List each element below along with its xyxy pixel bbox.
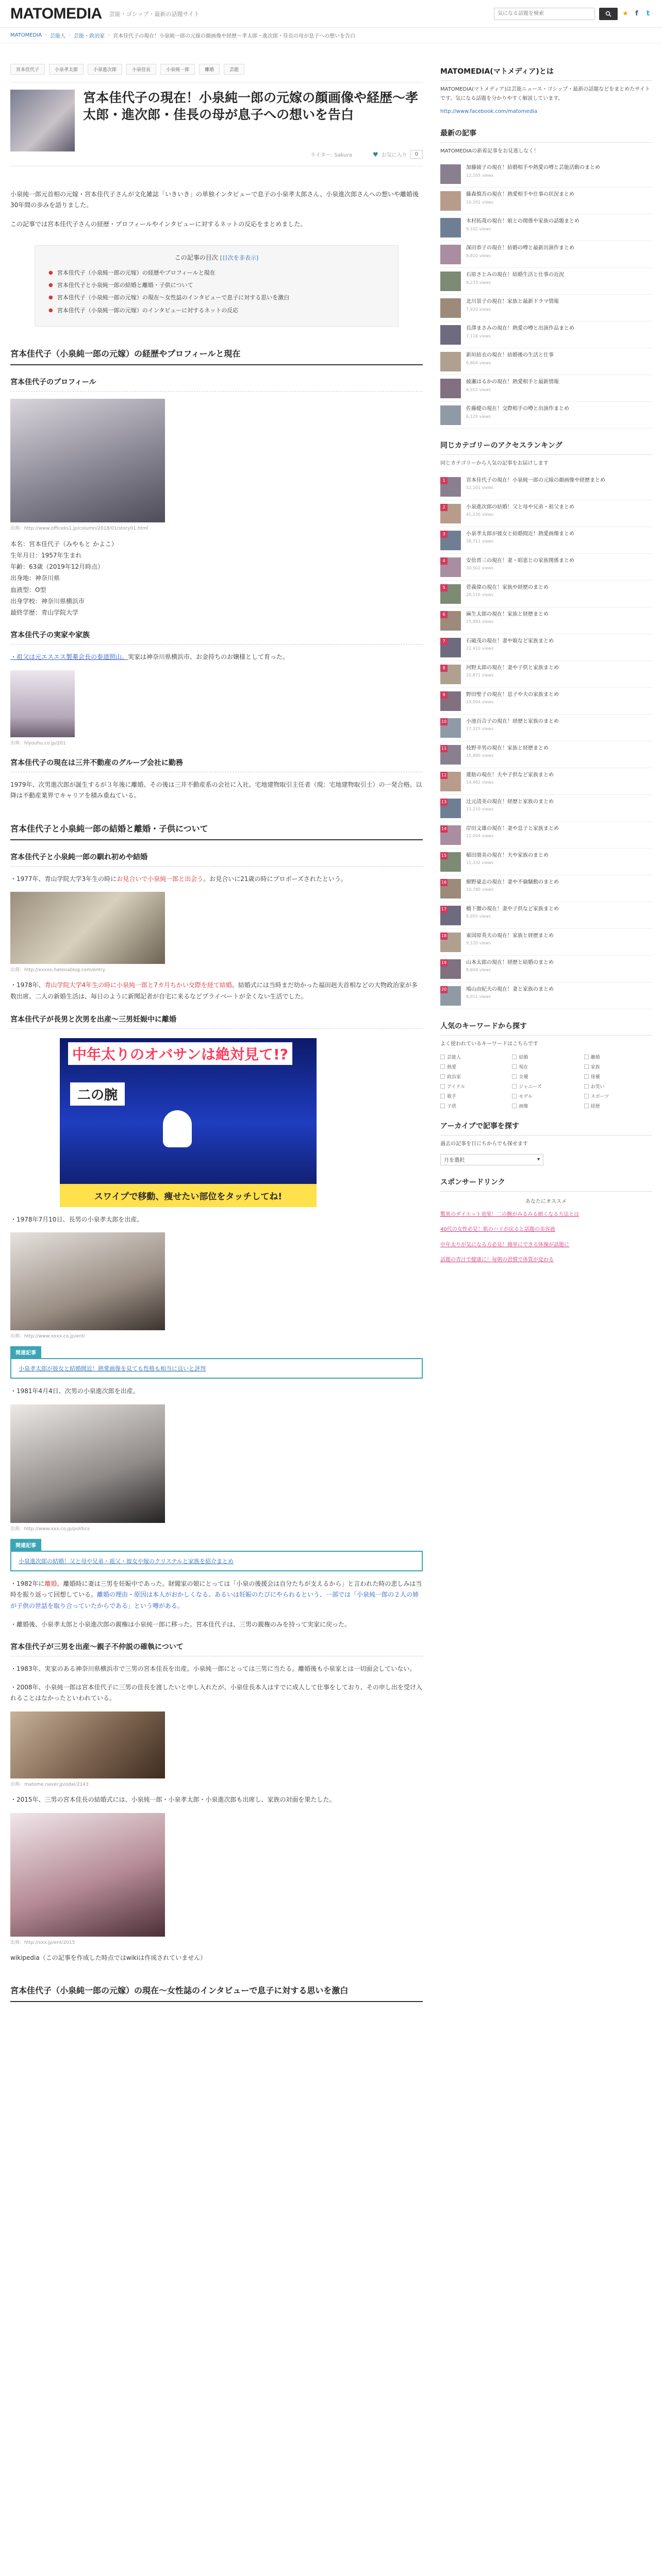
list-item[interactable] — [440, 241, 652, 268]
banner-headline: 中年太りのオバサンは絶対見て!? — [68, 1042, 292, 1065]
checkbox-icon — [512, 1094, 517, 1098]
list-item-views: 41,230 views — [466, 512, 494, 517]
rank-badge: 5 — [440, 584, 448, 591]
rank-badge: 4 — [440, 557, 448, 565]
related-article-link[interactable]: 小泉孝太郎が彼女と結婚間近！熱愛画像を見ても性格も相当に良いと評判 — [10, 1358, 423, 1379]
list-item[interactable] — [440, 295, 652, 321]
related-label: 関連記事 — [10, 1539, 41, 1551]
rank-badge: 14 — [440, 825, 448, 833]
keyword-checkbox[interactable]: 女優 — [512, 1073, 580, 1080]
list-item-views: 7,920 views — [466, 307, 491, 312]
search-icon — [605, 11, 611, 17]
list-item-title: 宮本佳代子の現在！小泉純一郎の元嫁の顔画像や経歴まとめ — [466, 477, 605, 483]
list-item-views: 8,604 views — [466, 968, 491, 972]
rank-badge: 1 — [440, 477, 448, 484]
rank-badge: 6 — [440, 611, 448, 618]
list-item-views: 30,502 views — [466, 566, 494, 570]
keyword-checkbox[interactable]: モデル — [512, 1093, 580, 1099]
paragraph: ・2015年、三男の宮本佳長の結婚式には、小泉純一郎・小泉孝太郎・小泉進次郎も出席し、家族の対面を果たした。 — [10, 1795, 336, 1803]
list-item-title: 岸田文雄の現在！妻や息子と家族まとめ — [466, 825, 559, 832]
family-group-photo — [10, 1711, 165, 1778]
list-item[interactable] — [440, 402, 652, 429]
rank-badge: 8 — [440, 665, 448, 672]
keyword-checkbox[interactable]: 歌手 — [440, 1093, 508, 1099]
list-item[interactable] — [440, 822, 652, 849]
list-item[interactable] — [440, 473, 652, 500]
list-item-views: 15,880 views — [466, 753, 494, 758]
image-caption[interactable]: 出典：http://xxx.jp/ent/2015 — [10, 1940, 75, 1945]
checkbox-icon — [584, 1074, 589, 1079]
paragraph: ・1981年4月4日、次男の小泉進次郎を出産。 — [10, 1387, 139, 1395]
list-item[interactable] — [440, 321, 652, 348]
list-item[interactable] — [440, 715, 652, 741]
rank-badge: 15 — [440, 852, 448, 859]
article-main — [10, 43, 423, 2002]
lead-paragraph: この記事では宮本佳代子さんの経歴・プロフィールやインタビューに対するネットの反応をまとめました。 — [10, 221, 307, 228]
heart-icon: ♥ — [372, 150, 378, 158]
paragraph: ・離婚後、小泉孝太郎と小泉進次郎の親権は小泉純一郎に移った。宮本佳代子は、三男の親権のみを持って実家に戻った。 — [10, 1620, 351, 1628]
keyword-checkbox[interactable]: 経歴 — [584, 1103, 652, 1109]
subsection-heading: 宮本佳代子の実家や家族 — [10, 630, 423, 645]
section-heading: 宮本佳代子と小泉純一郎の結婚と離婚・子供について — [10, 822, 423, 840]
rss-icon[interactable]: ★ — [622, 9, 628, 18]
search-input[interactable] — [494, 8, 595, 20]
article-title: 宮本佳代子の現在！小泉純一郎の元嫁の顔画像や経歴〜孝太郎・進次郎・佳長の母が息子への想いを告白 — [83, 91, 419, 122]
paragraph: ・1982年に離婚。離婚時に妻は三男を妊娠中であった。財閥家の娘にとっては「小泉の後援会は自分たちが支えるから」と言われた時の悲しみは当時を振り返って回想している。離婚の理由・原因は本人がおかしくなる、あるいは妊娠のたびにやられるという、一部では「小泉純一郎の２人の姉が子供の世話を取り合っていたからである」という噂がある。 — [10, 1580, 422, 1609]
bullet-icon: ● — [48, 282, 53, 289]
list-item-title: 藤森慎吾の現在！熱愛相手や仕事の状況まとめ — [466, 192, 574, 197]
rank-badge: 7 — [440, 638, 448, 645]
tag-list — [10, 64, 423, 75]
list-item-title: 小泉進次郎の結婚！父と母や兄弟・祖父まとめ — [466, 504, 574, 510]
favorite-button[interactable] — [373, 150, 423, 159]
bullet-icon: ● — [48, 307, 53, 313]
sidebar-archive-heading: アーカイブで記事を探す — [440, 1121, 652, 1136]
keyword-grid — [440, 1054, 652, 1109]
list-item[interactable] — [440, 375, 652, 402]
rank-badge: 13 — [440, 799, 448, 806]
latest-list — [440, 161, 652, 429]
sidebar-archive-sub: 過去の記事を日にちからでも探せます — [440, 1141, 528, 1147]
paragraph: ・1983年、実家のある神奈川県横浜市で三男の宮本佳長を出産。小泉純一郎にとっては三男に当たる。離婚後も小泉家とは一切面会していない。 — [10, 1665, 416, 1673]
keyword-checkbox[interactable]: 俳優 — [584, 1073, 652, 1080]
keyword-checkbox[interactable]: 政治家 — [440, 1073, 508, 1080]
list-item-views: 8,810 views — [466, 253, 491, 258]
ranking-list — [440, 473, 652, 1009]
article-author[interactable]: ライター: Sakura — [310, 152, 352, 158]
article-header — [10, 82, 423, 166]
list-item[interactable] — [440, 554, 652, 581]
site-logo[interactable]: MATOMEDIA — [10, 5, 102, 22]
list-item-title: 菅義偉の現在！家族や経歴のまとめ — [466, 584, 549, 590]
site-tagline: 芸能・ゴシップ・最新の話題サイト — [109, 10, 200, 18]
article-thumbnail — [440, 191, 461, 211]
list-item-title: 細野豪志の現在！妻や不倫騒動のまとめ — [466, 879, 559, 885]
wiki-note: wikipedia（この記事を作成した時点ではwikiは作成されていません） — [10, 1954, 207, 1961]
site-header — [0, 0, 662, 28]
header-actions — [494, 8, 652, 20]
list-item-title: 辻元清美の現在！経歴と家族のまとめ — [466, 799, 554, 805]
list-item-views: 13,210 views — [466, 807, 494, 811]
checkbox-icon — [584, 1084, 589, 1089]
paragraph: ・1978年、青山学院大学4年生の時に小泉純一郎と7カ月ちかい交際を経て結婚。結婚式には当時まだ幼かった福田赳夫首相などの大物政治家が多数出席。二人の新婚生活は、毎日のように新聞記者が自宅に来るなどプライベートが全くない生活でした。 — [10, 981, 418, 1001]
list-item-title: 北川景子の現在！家族と最新ドラマ情報 — [466, 299, 559, 304]
related-article-link[interactable]: 小泉進次郎の結婚！父と母や兄弟・祖父・彼女や嫁のクリステルと家族を紹介まとめ — [10, 1551, 423, 1571]
list-item-title: 枝野幸男の現在！家族と経歴まとめ — [466, 745, 549, 751]
twitter-icon[interactable]: t — [646, 9, 650, 18]
toc-item[interactable]: ● 宮本佳代子（小泉純一郎の元嫁）の現在〜女性誌のインタビューで息子に対する思いを激白 — [48, 292, 385, 304]
shinjiro-photo — [10, 1404, 165, 1523]
checkbox-icon — [512, 1074, 517, 1079]
article-lead — [10, 189, 423, 230]
list-item-views: 8,233 views — [466, 280, 491, 285]
tag-chip[interactable]: 宮本佳代子 — [10, 64, 45, 75]
breadcrumb-home[interactable]: MATOMEDIA — [10, 32, 42, 38]
list-item-views: 20,871 views — [466, 673, 494, 677]
sidebar-keyword-sub: よく使われているキーワードはこちらです — [440, 1041, 538, 1047]
checkbox-icon — [512, 1084, 517, 1089]
banner-label: 二の腕 — [70, 1082, 125, 1106]
list-item[interactable] — [440, 875, 652, 902]
sponsor-subheading: あなたにオススメ — [525, 1198, 567, 1205]
image-caption[interactable]: 出典：http://www.xxxx.co.jp/ent/ — [10, 1334, 86, 1340]
article-thumbnail — [440, 405, 461, 425]
search-button[interactable] — [599, 8, 618, 20]
list-item[interactable] — [440, 956, 652, 982]
rank-badge: 18 — [440, 933, 448, 940]
rank-badge: 2 — [440, 504, 448, 511]
sponsor-link[interactable]: 話題の青汁で健康に！毎朝の習慣で体質が変わる — [440, 1257, 554, 1263]
table-of-contents — [35, 245, 399, 327]
paragraph: ・祖父は元エスエス製薬会長の泰道照山。実家は神奈川県横浜市、お金持ちのお嬢様として育った。 — [10, 653, 289, 661]
rank-badge: 9 — [440, 691, 448, 699]
sidebar-about-heading: MATOMEDIA(マトメディア)とは — [440, 66, 652, 81]
sidebar — [440, 43, 652, 2002]
list-item-title: 稲田朋美の現在！夫や家族のまとめ — [466, 852, 549, 858]
article-thumbnail — [440, 218, 461, 238]
tag-chip[interactable]: 小泉純一郎 — [160, 64, 195, 75]
list-item-title: 新垣結衣の現在！結婚後の生活と仕事 — [466, 352, 554, 358]
sidebar-sponsor-heading: スポンサードリンク — [440, 1177, 652, 1192]
checkbox-icon — [440, 1074, 445, 1079]
section-heading: 宮本佳代子（小泉純一郎の元嫁）の現在〜女性誌のインタビューで息子に対する思いを激白 — [10, 1984, 423, 2002]
article-thumbnail — [440, 379, 461, 398]
tag-chip[interactable]: 小泉佳長 — [126, 64, 156, 75]
favorite-label: お気に入り — [381, 152, 407, 158]
related-label: 関連記事 — [10, 1346, 41, 1358]
list-item-views: 11,332 views — [466, 860, 494, 865]
list-item-views: 9,955 views — [466, 914, 491, 919]
list-item-title: 麻生太郎の現在！家族と経歴まとめ — [466, 611, 549, 617]
paragraph: ・1978年7月10日、長男の小泉孝太郎を出産。 — [10, 1215, 143, 1223]
list-item-title: 綾瀬はるかの現在！熱愛相手と最新情報 — [466, 379, 559, 385]
checkbox-icon — [584, 1064, 589, 1069]
list-item-views: 28,110 views — [466, 592, 494, 597]
list-item[interactable] — [440, 527, 652, 554]
image-caption[interactable]: 出典：hlyouhu.co.jp/201 — [10, 740, 66, 746]
checkbox-icon — [440, 1104, 445, 1108]
bullet-icon: ● — [48, 295, 53, 301]
toc-toggle[interactable]: [目次を非表示] — [220, 255, 259, 261]
list-item-title: 東国原英夫の現在！家族と経歴まとめ — [466, 933, 554, 939]
article-thumbnail — [440, 352, 461, 371]
article-thumbnail — [440, 272, 461, 291]
newspaper-photo — [10, 892, 165, 964]
list-item-title: 小池百合子の現在！経歴と家族のまとめ — [466, 718, 559, 724]
subsection-heading: 宮本佳代子と小泉純一郎の馴れ初めや結婚 — [10, 852, 423, 867]
article-thumbnail — [440, 325, 461, 345]
keyword-checkbox[interactable]: スポーツ — [584, 1093, 652, 1099]
keyword-checkbox[interactable]: 離婚 — [584, 1054, 652, 1060]
checkbox-icon — [440, 1064, 445, 1069]
hand-icon — [163, 1110, 192, 1147]
list-item[interactable] — [440, 688, 652, 715]
rank-badge: 17 — [440, 906, 448, 913]
profile-list: 本名：宮本佳代子（みやもと かよこ） 生年月日：1957年生まれ 年齢：63歳（2019年12月時点） 出身地：神奈川県 血液型：O型 出身学校：神奈川県横浜市 最終学歴：青山学院大学 — [10, 540, 118, 616]
keyword-checkbox[interactable]: 家族 — [584, 1063, 652, 1070]
list-item-views: 10,780 views — [466, 887, 494, 892]
section-heading: 宮本佳代子（小泉純一郎の元嫁）の経歴やプロフィールと現在 — [10, 347, 423, 365]
list-item-title: 橋下徹の現在！妻や子供など家族まとめ — [466, 906, 559, 912]
kotaro-photo — [10, 1232, 165, 1330]
toc-title: この記事の目次 — [174, 254, 218, 261]
article-thumbnail — [440, 164, 461, 184]
sidebar-about-text: MATOMEDIA(マトメディア)は芸能ニュース・ゴシップ・最新の話題などをまとめたサイトです。気になる話題を分かりやすく解説しています。 — [440, 87, 650, 101]
keyword-checkbox[interactable]: 芸能人 — [440, 1054, 508, 1060]
sponsor-link[interactable]: 中年太りが気になる方必見！簡単にできる体操が話題に — [440, 1242, 569, 1248]
favorite-count: 0 — [410, 150, 423, 159]
subsection-heading: 宮本佳代子が三男を出産〜親子不仲説の確執について — [10, 1641, 423, 1656]
list-item[interactable] — [440, 348, 652, 375]
sponsor-link[interactable]: 驚異のダイエット効果！二の腕がみるみる細くなる方法とは — [440, 1211, 580, 1217]
wedding-photo — [10, 1813, 165, 1937]
list-item-views: 7,118 views — [466, 333, 491, 338]
list-item-title: 河野太郎の現在！妻や子供と家族まとめ — [466, 665, 559, 671]
list-item[interactable] — [440, 661, 652, 688]
keyword-checkbox[interactable]: 現在 — [512, 1063, 580, 1070]
list-item[interactable] — [440, 581, 652, 607]
list-item-views: 10,201 views — [466, 199, 494, 205]
checkbox-icon — [584, 1104, 589, 1108]
image-caption[interactable]: 出典：http://xxxxx.hatenablog.com/entry — [10, 968, 105, 973]
list-item-views: 14,462 views — [466, 780, 494, 785]
toc-item[interactable]: ● 宮本佳代子と小泉純一郎の結婚と離婚・子供について — [48, 279, 385, 292]
archive-select[interactable]: 月を選択 ▾ — [440, 1154, 543, 1165]
sidebar-keyword-heading: 人気のキーワードから探す — [440, 1021, 652, 1036]
list-item-views: 6,120 views — [466, 414, 491, 419]
profile-photo — [10, 399, 165, 522]
keyword-checkbox[interactable]: 子供 — [440, 1103, 508, 1109]
keyword-checkbox[interactable]: 熱愛 — [440, 1063, 508, 1070]
breadcrumb: MATOMEDIA › 芸能人 › 芸能・政治家 › 宮本佳代子の現在！小泉純一郎の元嫁の顔画像や経歴〜孝太郎・進次郎・佳長の母が息子への想いを告白 — [0, 28, 662, 43]
list-item-views: 8,011 views — [466, 994, 491, 999]
rank-badge: 10 — [440, 718, 448, 725]
article-thumbnail — [440, 298, 461, 318]
list-item-views: 52,101 views — [466, 485, 494, 490]
bullet-icon: ● — [48, 270, 53, 276]
list-item[interactable] — [440, 607, 652, 634]
article-thumbnail — [440, 245, 461, 264]
list-item-views: 19,004 views — [466, 700, 494, 704]
image-caption[interactable]: 出典：matome.naver.jp/odai/2143 — [10, 1782, 89, 1787]
list-item-title: 野田聖子の現在！息子や夫の家族まとめ — [466, 691, 559, 698]
checkbox-icon — [512, 1064, 517, 1069]
list-item[interactable] — [440, 214, 652, 241]
tag-chip[interactable]: 小泉孝太郎 — [49, 64, 84, 75]
sidebar-about-link[interactable]: http://www.facebook.com/matomedia — [440, 109, 538, 114]
list-item[interactable] — [440, 795, 652, 822]
keyword-checkbox[interactable]: 画像 — [512, 1103, 580, 1109]
list-item-title: 鳩山由紀夫の現在！妻と家族のまとめ — [466, 986, 554, 992]
list-item[interactable] — [440, 741, 652, 768]
facebook-icon[interactable]: f — [635, 9, 638, 18]
list-item-views: 9,102 views — [466, 226, 491, 231]
tag-chip[interactable]: 小泉進次郎 — [88, 64, 122, 75]
keyword-checkbox[interactable]: 結婚 — [512, 1054, 580, 1060]
list-item-title: 石原さとみの現在！結婚生活と仕事の近況 — [466, 272, 564, 278]
list-item[interactable] — [440, 268, 652, 295]
keyword-checkbox[interactable]: ジャニーズ — [512, 1083, 580, 1090]
list-item-title: 安倍晋三の現在！妻・昭恵との家族関係まとめ — [466, 557, 574, 564]
checkbox-icon — [512, 1055, 517, 1059]
sponsor-list — [440, 1211, 652, 1264]
tag-chip[interactable]: 芸能 — [224, 64, 244, 75]
sidebar-latest-heading: 最新の記事 — [440, 128, 652, 143]
list-item[interactable] — [440, 902, 652, 929]
checkbox-icon — [584, 1055, 589, 1059]
list-item[interactable] — [440, 500, 652, 527]
list-item-views: 6,804 views — [466, 360, 491, 365]
list-item-views: 17,325 views — [466, 726, 494, 731]
toc-item[interactable]: ● 宮本佳代子（小泉純一郎の元嫁）のインタビューに対するネットの反応 — [48, 304, 385, 317]
checkbox-icon — [440, 1084, 445, 1089]
list-item-title: 山本太郎の現在！経歴と結婚のまとめ — [466, 959, 554, 965]
article-thumbnail — [10, 90, 75, 151]
list-item-views: 25,993 views — [466, 619, 494, 624]
image-caption[interactable]: 出典：http://www.xxx.co.jp/politics — [10, 1526, 90, 1532]
list-item-title: 長澤まさみの現在！熱愛の噂と出演作品まとめ — [466, 326, 574, 331]
list-item-title: 加藤綾子の現在！結婚相手や熱愛の噂と芸能活動のまとめ — [466, 165, 600, 171]
paragraph: 1979年、次男進次郎が誕生するが３年後に離婚。その後は三井不動産系の会社に入社。宅地建物取引主任者（現：宅地建物取引士）の一発合格。以降は不動産業界でキャリアを積み重ねている。 — [10, 781, 422, 800]
sponsor-link[interactable]: 40代の女性必見！肌のハリが戻ると話題の美容液 — [440, 1227, 555, 1232]
list-item-views: 12,103 views — [466, 173, 494, 178]
keyword-checkbox[interactable]: アイドル — [440, 1083, 508, 1090]
subsection-heading: 宮本佳代子が長男と次男を出産〜三男妊娠中に離婚 — [10, 1014, 423, 1029]
list-item-title: 小泉孝太郎が彼女と結婚間近！熱愛画像まとめ — [466, 531, 574, 537]
list-item-title: 深田恭子の現在！結婚の噂と最新出演作まとめ — [466, 245, 574, 251]
list-item-views: 38,711 views — [466, 539, 494, 544]
checkbox-icon — [584, 1094, 589, 1098]
rank-badge: 3 — [440, 531, 448, 538]
tag-chip[interactable]: 離婚 — [199, 64, 220, 75]
list-item-views: 12,004 views — [466, 834, 494, 838]
list-item[interactable] — [440, 188, 652, 214]
list-item[interactable] — [440, 982, 652, 1009]
rank-badge: 11 — [440, 745, 448, 752]
subsection-heading: 宮本佳代子のプロフィール — [10, 377, 423, 392]
list-item[interactable] — [440, 929, 652, 956]
keyword-checkbox[interactable]: お笑い — [584, 1083, 652, 1090]
list-item[interactable] — [440, 768, 652, 795]
lead-paragraph: 小泉純一郎元首相の元嫁・宮本佳代子さんが文化雑誌「いきいき」の単独インタビューで息子の小泉孝太郎さん、小泉進次郎さんへの想いや離婚後30年間の歩みを語りました。 — [10, 191, 419, 209]
breadcrumb-category[interactable]: 芸能人 — [50, 33, 66, 39]
list-item[interactable] — [440, 161, 652, 188]
list-item-views: 22,410 views — [466, 646, 494, 651]
rank-badge: 20 — [440, 986, 448, 993]
sidebar-ranking-sub: 同じカテゴリーから人気の記事をお届けします — [440, 461, 549, 466]
list-item-title: 石破茂の現在！妻や娘など家族まとめ — [466, 638, 554, 644]
checkbox-icon — [512, 1104, 517, 1108]
ad-banner[interactable] — [60, 1038, 317, 1207]
chevron-down-icon: ▾ — [537, 1157, 540, 1162]
paragraph: ・1977年、青山学院大学3年生の時にお見合いで小泉純一郎と出会う。お見合いに21歳の時にプロポーズされたという。 — [10, 875, 347, 883]
rank-badge: 16 — [440, 879, 448, 886]
sidebar-latest-sub: MATOMEDIAの新着記事をお見逃しなく！ — [440, 148, 539, 154]
checkbox-icon — [440, 1055, 445, 1059]
list-item-title: 佐藤健の現在！交際相手の噂と出演作まとめ — [466, 406, 569, 412]
list-item[interactable] — [440, 849, 652, 875]
list-item[interactable] — [440, 634, 652, 661]
breadcrumb-current: 宮本佳代子の現在！小泉純一郎の元嫁の顔画像や経歴〜孝太郎・進次郎・佳長の母が息子への想いを告白 — [113, 33, 356, 39]
list-item-title: 木村拓哉の現在！娘との関係や家族の話題まとめ — [466, 218, 580, 224]
breadcrumb-subcategory[interactable]: 芸能・政治家 — [74, 33, 105, 39]
list-item-title: 蓮舫の現在！夫や子供など家族まとめ — [466, 772, 554, 778]
family-photo — [10, 670, 75, 737]
paragraph: ・2008年、小泉純一郎は宮本佳代子に三男の佳長を渡したいと申し入れたが、小泉佳長本人はすでに成人して仕事をしており、その申し出を受け入れることはなかったといわれている。 — [10, 1683, 422, 1702]
rank-badge: 12 — [440, 772, 448, 779]
list-item-views: 6,552 views — [466, 387, 491, 392]
list-item-views: 9,120 views — [466, 941, 491, 945]
rank-badge: 19 — [440, 959, 448, 967]
banner-caption: スワイプで移動、痩せたい部位をタッチしてね! — [60, 1184, 317, 1207]
toc-item[interactable]: ● 宮本佳代子（小泉純一郎の元嫁）の経歴やプロフィールと現在 — [48, 267, 385, 279]
sidebar-ranking-heading: 同じカテゴリーのアクセスランキング — [440, 440, 652, 455]
image-caption[interactable]: 出典：http://www.officeks1.jp/column/2018/01/story01.html — [10, 526, 148, 531]
checkbox-icon — [440, 1094, 445, 1098]
subsection-heading: 宮本佳代子の現在は三井不動産のグループ会社に勤務 — [10, 757, 423, 772]
